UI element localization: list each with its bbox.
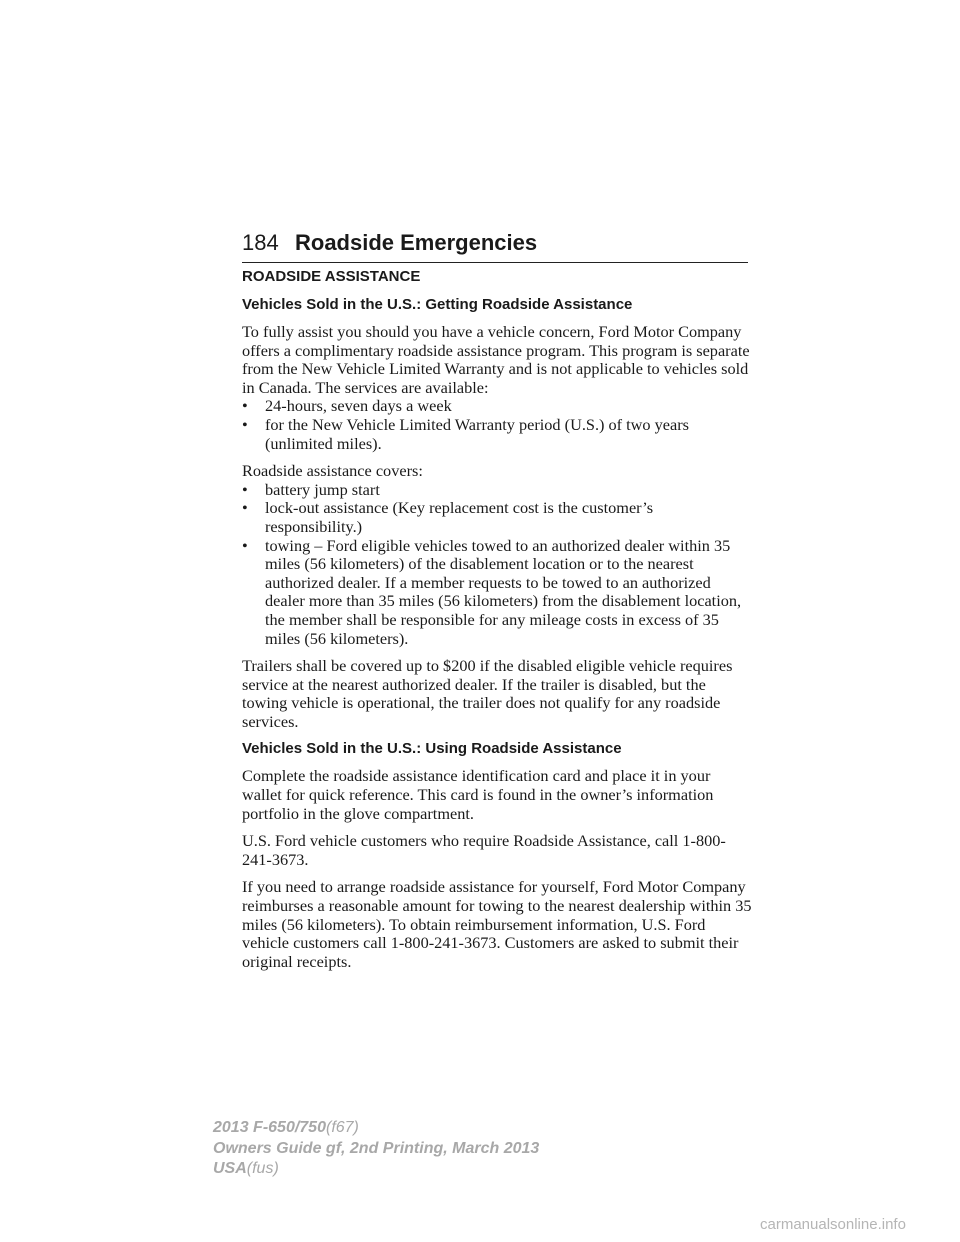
- watermark: carmanualsonline.info: [760, 1216, 906, 1233]
- availability-list: [242, 397, 752, 453]
- covers-label: Roadside assistance covers:: [242, 461, 423, 481]
- phone-paragraph: U.S. Ford vehicle customers who require Roadside Assistance, call 1-800-241-3673.: [242, 831, 726, 869]
- footer-line-market: [213, 1159, 539, 1180]
- subsection-title-getting: Vehicles Sold in the U.S.: Getting Roadside Assistance: [242, 296, 633, 313]
- print-footer: [213, 1118, 539, 1180]
- list-item: • lock-out assistance (Key replacement cost is the customer’s responsibility.): [242, 499, 752, 536]
- chapter-title: Roadside Emergencies: [295, 230, 538, 255]
- page-content: [242, 268, 752, 980]
- list-item: • towing – Ford eligible vehicles towed to an authorized dealer within 35 miles (56 kilometers) of the disablement location or to the nearest authorized dealer. If a member requests to be towed to an authorized dealer more than 35 miles (56 kilometers) from the disablement location, the member shall be responsible for any mileage costs in excess of 35 miles (56 kilometers).: [242, 537, 752, 649]
- list-item: • battery jump start: [242, 481, 752, 500]
- subsection-title-using: Vehicles Sold in the U.S.: Using Roadside Assistance: [242, 740, 622, 758]
- footer-guide: Owners Guide gf, 2nd Printing, March 2013: [213, 1139, 540, 1157]
- footer-line-model: [213, 1118, 539, 1139]
- trailers-paragraph: Trailers shall be covered up to $200 if the disabled eligible vehicle requires service at the nearest authorized dealer. If the trailer is disabled, but the towing vehicle is operational, the trailer does not qualify for any roadside services.: [242, 656, 733, 731]
- footer-model-code: (f67): [325, 1119, 359, 1136]
- list-item: • 24-hours, seven days a week: [242, 397, 752, 416]
- intro-paragraph: To fully assist you should you have a vehicle concern, Ford Motor Company offers a complimentary roadside assistance program. This program is separate from the New Vehicle Limited Warranty and is not applicable to vehicles sold in Canada. The services are available:: [242, 322, 750, 397]
- id-card-paragraph: Complete the roadside assistance identification card and place it in your wallet for quick reference. This card is found in the owner’s information portfolio in the glove compartment.: [242, 766, 714, 823]
- list-item: • for the New Vehicle Limited Warranty period (U.S.) of two years (unlimited miles).: [242, 416, 752, 453]
- page-header: [242, 228, 748, 263]
- footer-market-code: (fus): [246, 1160, 279, 1177]
- reimbursement-paragraph: If you need to arrange roadside assistance for yourself, Ford Motor Company reimburses a reasonable amount for towing to the nearest dealership within 35 miles (56 kilometers). To obtain reimbursement information, U.S. Ford vehicle customers call 1-800-241-3673. Customers are asked to submit their original receipts.: [242, 877, 752, 971]
- page-number: 184: [242, 230, 279, 255]
- footer-market: USA: [213, 1160, 247, 1177]
- covers-list: [242, 481, 752, 648]
- footer-model: 2013 F-650/750: [213, 1119, 326, 1136]
- section-heading: ROADSIDE ASSISTANCE: [242, 268, 421, 285]
